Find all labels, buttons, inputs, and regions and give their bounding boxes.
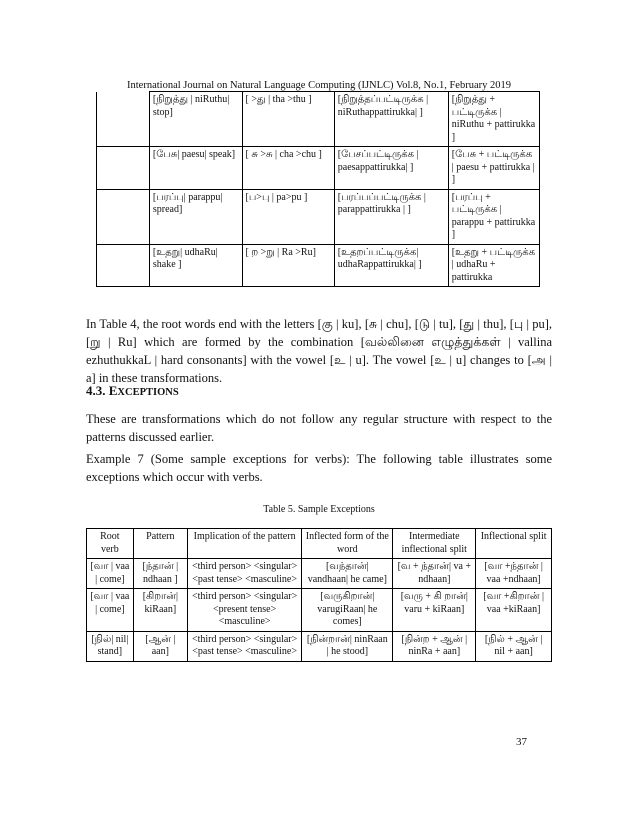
table4-cell: [நிறுத்து + பட்டிருக்க | niRuthu + pattirukka ] [448,92,539,147]
table5-cell: [நின்ற + ஆன் | ninRa + aan] [393,631,476,661]
table5-cell: [வா +கிறான் | vaa +kiRaan] [476,589,552,632]
table4-cell: [பேசு| paesu| speak] [149,147,242,190]
table4-row [97,92,540,147]
table5-column-header: Intermediate inflectional split [393,529,476,559]
table4-row [97,244,540,287]
table4-cell: [ >து | tha >thu ] [242,92,334,147]
section-number: 4.3. [86,383,106,398]
running-header: International Journal on Natural Language Computing (IJNLC) Vol.8, No.1, February 2019 [127,80,511,91]
table5-row [87,559,552,589]
table5-column-header: Inflected form of the word [302,529,393,559]
section-heading-exceptions [86,383,179,399]
table-4-continued [96,91,540,287]
table5-row [87,589,552,632]
table4-cell: [ப>பு | pa>pu ] [242,189,334,244]
table5-column-header: Inflectional split [476,529,552,559]
table4-cell [97,147,150,190]
table5-column-header: Root verb [87,529,134,559]
table5-cell: [வா | vaa | come] [87,589,134,632]
table4-cell: [ சு >சு | cha >chu ] [242,147,334,190]
table5-cell: [நில்| nil| stand] [87,631,134,661]
table4-cell [97,189,150,244]
table4-cell: [பேசு + பட்டிருக்க | paesu + pattirukka | ] [448,147,539,190]
table5-cell: [ந்தான் | ndhaan ] [133,559,187,589]
table4-cell [97,244,150,287]
table5-cell: [வா | vaa | come] [87,559,134,589]
table5-cell: [வந்தான்| vandhaan| he came] [302,559,393,589]
table4-cell: [உதறு| udhaRu| shake ] [149,244,242,287]
example-7-paragraph: Example 7 (Some sample exceptions for verbs): The following table illustrates some exceptions which occur with verbs. [86,452,552,485]
table5-cell: [வருகிறான்| varugiRaan| he comes] [302,589,393,632]
table5-cell: [நில் + ஆன் | nil + aan] [476,631,552,661]
table4-explanation-paragraph: In Table 4, the root words end with the letters [கு | ku], [சு | chu], [டு | tu], [து | thu], [பு | pu], [று | Ru] which are formed by the combination [வல்லினை எழுத்துக்கள் | vallina ezhuthukkaL | hard consonants] with the vowel [உ | u]. The vowel [உ | u] changes to [அ | a] in these transformations. [86,317,552,386]
section-title-first-letter: E [108,383,118,398]
table4-cell: [பேசப்பட்டிருக்க | paesappattirukka| ] [334,147,448,190]
table5-cell: <third person> <singular> <present tense> <masculine> [187,589,301,632]
table5-column-header: Pattern [133,529,187,559]
table5-cell: [வா +ந்தான் | vaa +ndhaan] [476,559,552,589]
page-number: 37 [516,736,527,748]
section-title-rest: XCEPTIONS [117,387,179,398]
table5-cell: <third person> <singular> <past tense> <masculine> [187,559,301,589]
table5-cell: <third person> <singular> <past tense> <masculine> [187,631,301,661]
table4-row [97,189,540,244]
table4-cell [97,92,150,147]
table4-cell: [நிறுத்து | niRuthu| stop] [149,92,242,147]
table5-column-header: Implication of the pattern [187,529,301,559]
table5-row [87,631,552,661]
table4-cell: [நிறுத்தப்பட்டிருக்க | niRuthappattirukka| ] [334,92,448,147]
exceptions-definition-paragraph: These are transformations which do not follow any regular structure with respect to the patterns discussed earlier. [86,412,552,445]
table5-cell: [வரு + கி றான்| varu + kiRaan] [393,589,476,632]
table4-cell: [ ற >று | Ra >Ru] [242,244,334,287]
table4-cell: [பரப்பப்பட்டிருக்க | parappattirukka | ] [334,189,448,244]
table5-header-row [87,529,552,559]
table4-cell: [பரப்பு| parappu| spread] [149,189,242,244]
table-5-sample-exceptions [86,528,552,662]
table5-cell: [நின்றான்| ninRaan | he stood] [302,631,393,661]
table-5-caption: Table 5. Sample Exceptions [263,504,375,515]
table5-cell: [வ + ந்தான்| va + ndhaan] [393,559,476,589]
table5-cell: [கிறான்| kiRaan] [133,589,187,632]
table5-cell: [ஆன் | aan] [133,631,187,661]
table4-row [97,147,540,190]
table4-cell: [உதறு + பட்டிருக்க | udhaRu + pattirukka [448,244,539,287]
table4-cell: [உதறப்பட்டிருக்க| udhaRappattirukka| ] [334,244,448,287]
table4-cell: [பரப்பு + பட்டிருக்க | parappu + pattirukka ] [448,189,539,244]
